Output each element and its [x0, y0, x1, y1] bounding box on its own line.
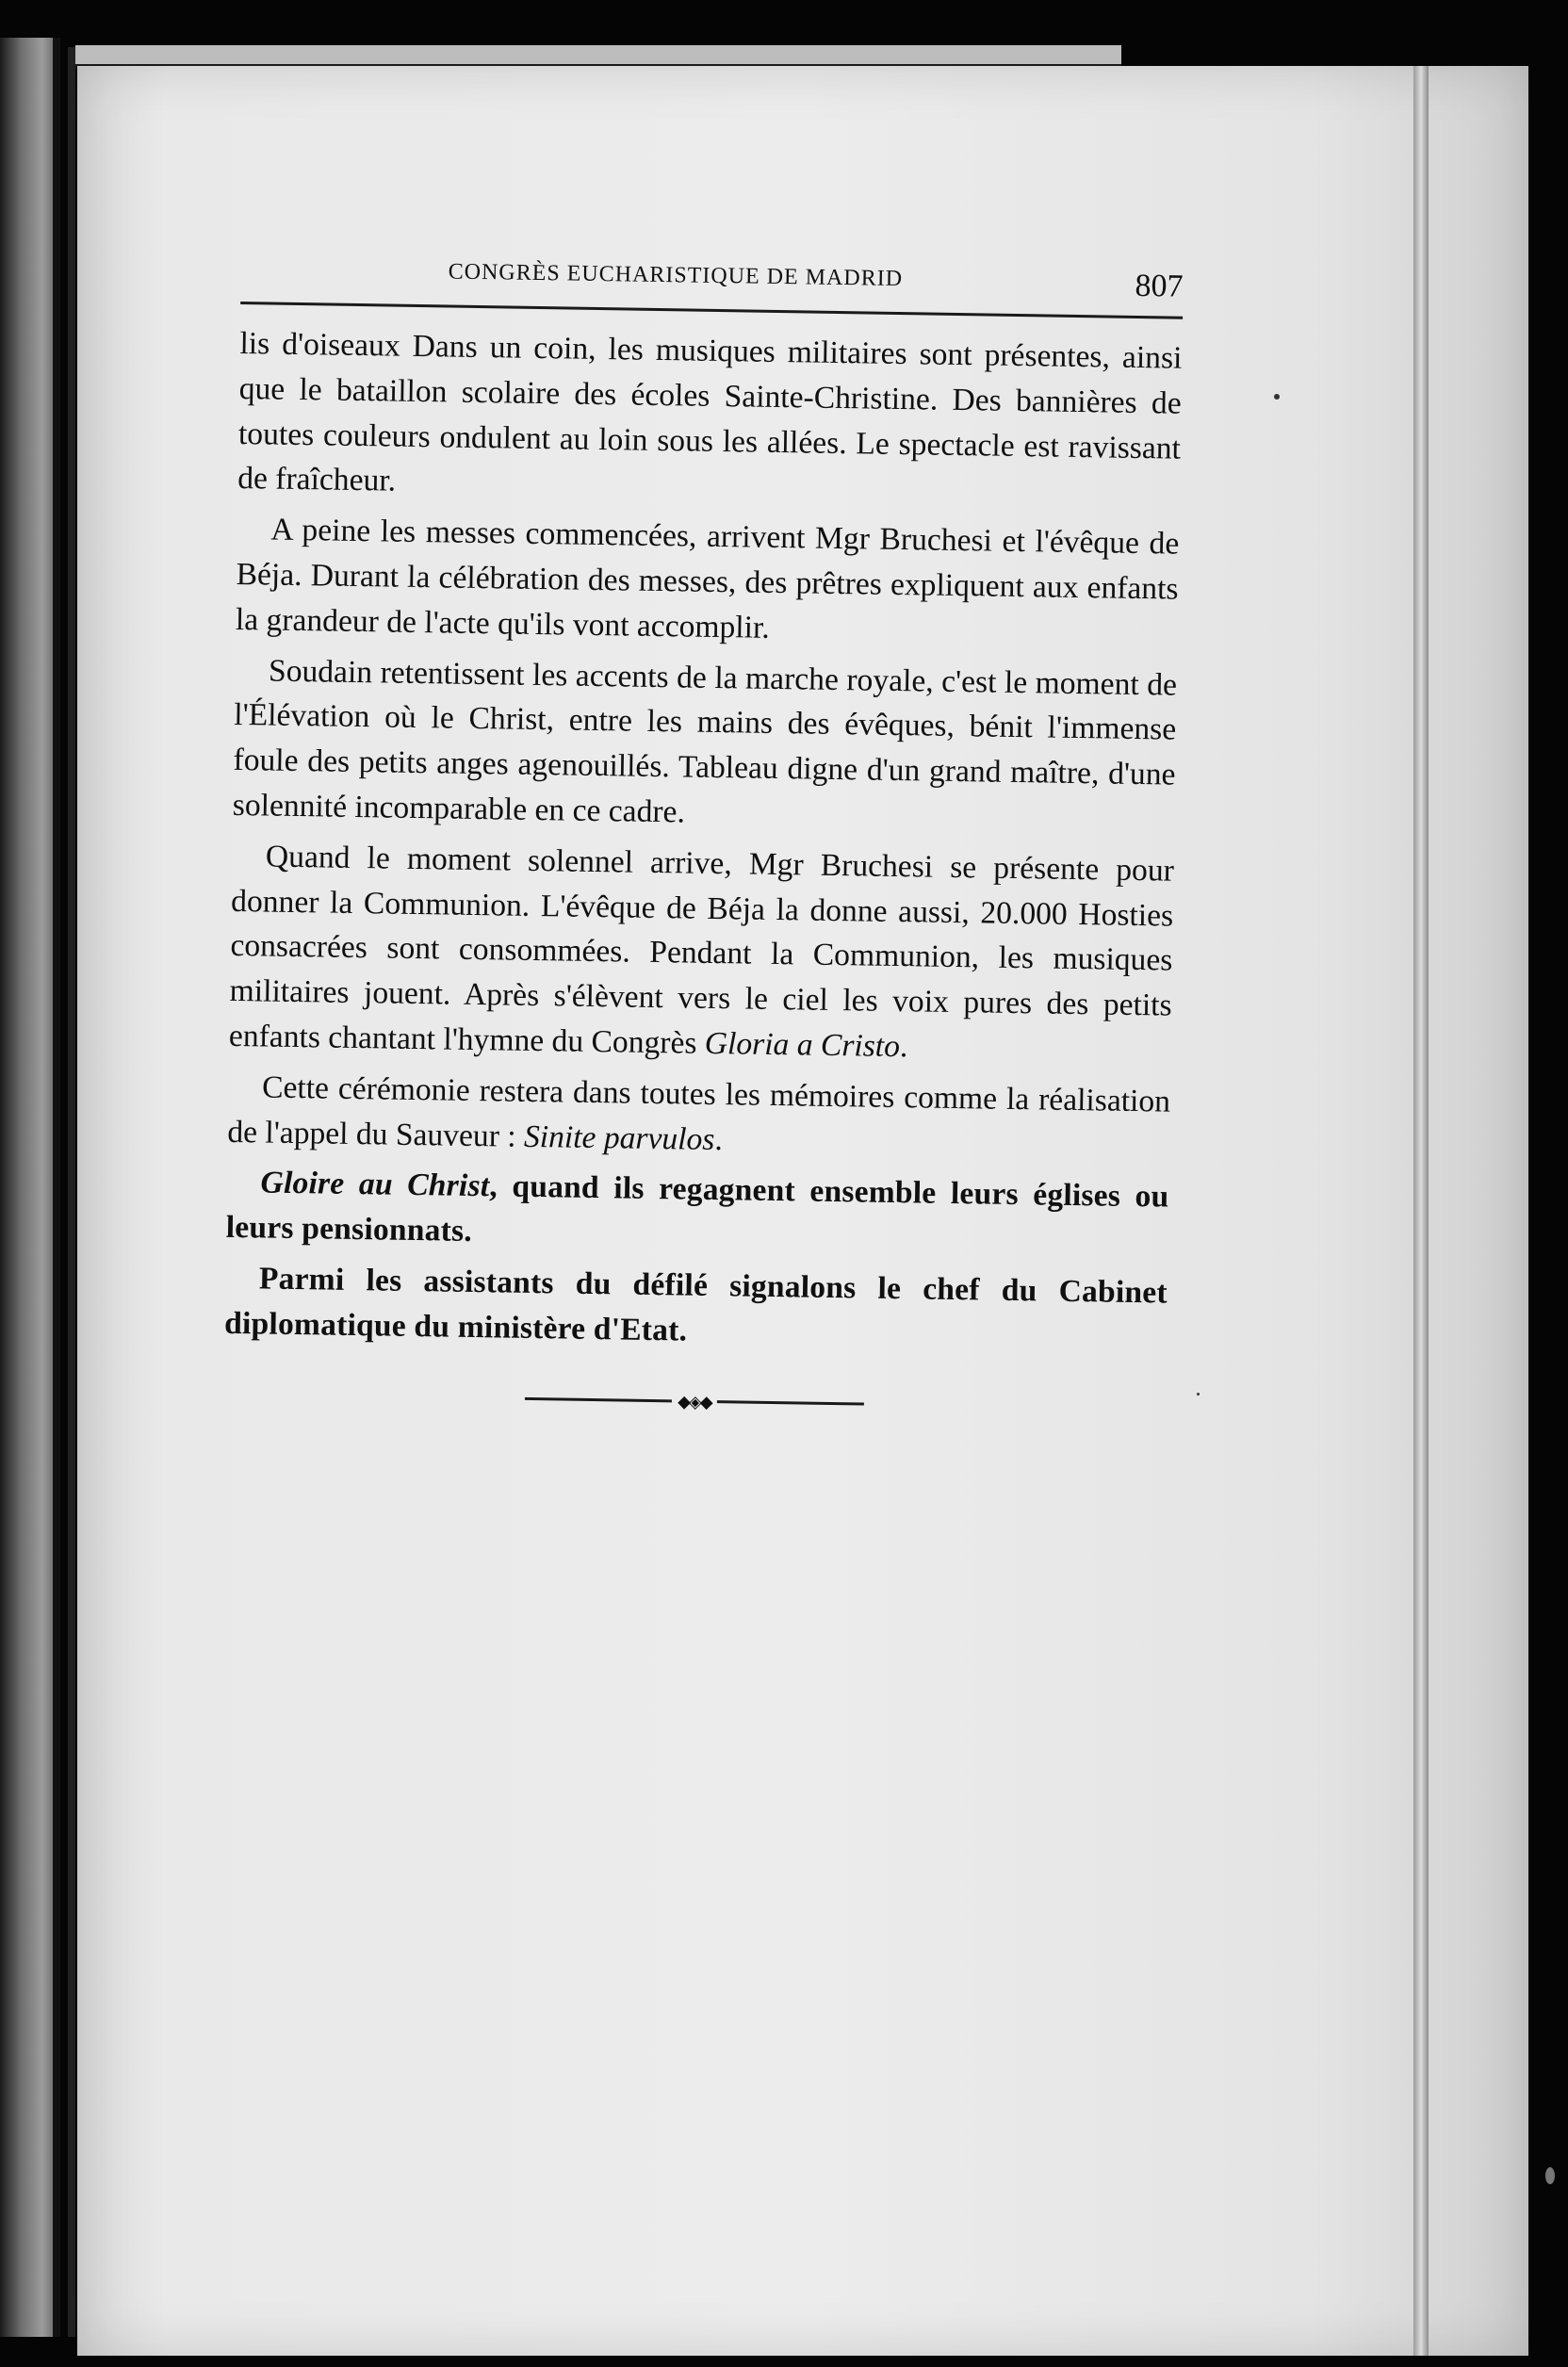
paragraph: Gloire au Christ, quand ils regagnent ensemble leurs églises ou leurs pensionnats. [225, 1165, 1169, 1249]
ornament-rule [525, 1397, 672, 1402]
paragraph: Parmi les assistants du défilé signalons le chef du Cabinet diplomatique du ministère d'Etat. [223, 1261, 1168, 1348]
ornament-rule [717, 1400, 864, 1405]
paragraph: lis d'oiseaux Dans un coin, les musiques militaires sont présentes, ainsi que le bataillon scolaire des écoles Sainte-Christine. Des bannières de toutes couleurs ondulent au loin sous les allées. Le spectacle est ravissant de fraîcheur. [237, 325, 1183, 498]
page-fore-edge [1413, 66, 1429, 2356]
print-speck [1274, 394, 1280, 400]
print-speck [1545, 2167, 1555, 2184]
paragraph: Quand le moment solennel arrive, Mgr Bruchesi se présente pour donner la Communion. L'évêque de Béja la donne aussi, 20.000 Hosties consacrées sont consommées. Pendant la Communion, les musiques militaires jouent. Après s'élèvent vers le ciel les voix pures des petits enfants chantant l'hymne du Congrès Gloria a Cristo. [228, 839, 1175, 1065]
paragraph: Soudain retentissent les accents de la marche royale, c'est le moment de l'Élévation où le Christ, entre les mains des évêques, bénit l'immense foule des petits anges agenouillés. Tableau digne d'un grand maître, d'une solennité incomparable en ce cadre. [232, 653, 1178, 830]
page-number: 807 [1135, 268, 1184, 304]
print-speck [1197, 1393, 1200, 1396]
italic-quote: Sinite parvulos [523, 1118, 715, 1157]
body-text [224, 321, 1183, 1361]
paragraph: Cette cérémonie restera dans toutes les mémoires comme la réalisation de l'appel du Sauveur : Sinite parvulos. [227, 1069, 1171, 1157]
fleuron-icon: ◆◈◆ [678, 1391, 711, 1412]
italic-title: Gloire au Christ [260, 1165, 490, 1204]
book-spine [68, 47, 75, 2337]
page-content [223, 254, 1184, 1417]
top-page-strip [75, 45, 1121, 68]
italic-title: Gloria a Cristo [704, 1025, 901, 1065]
running-title: CONGRÈS EUCHARISTIQUE DE MADRID [448, 259, 904, 292]
adjacent-page-edge [0, 38, 60, 2337]
paragraph: A peine les messes commencées, arrivent Mgr Bruchesi et l'évêque de Béja. Durant la célébration des messes, des prêtres expliquent aux enfants la grandeur de l'acte qu'ils vont accomplir. [235, 512, 1180, 645]
